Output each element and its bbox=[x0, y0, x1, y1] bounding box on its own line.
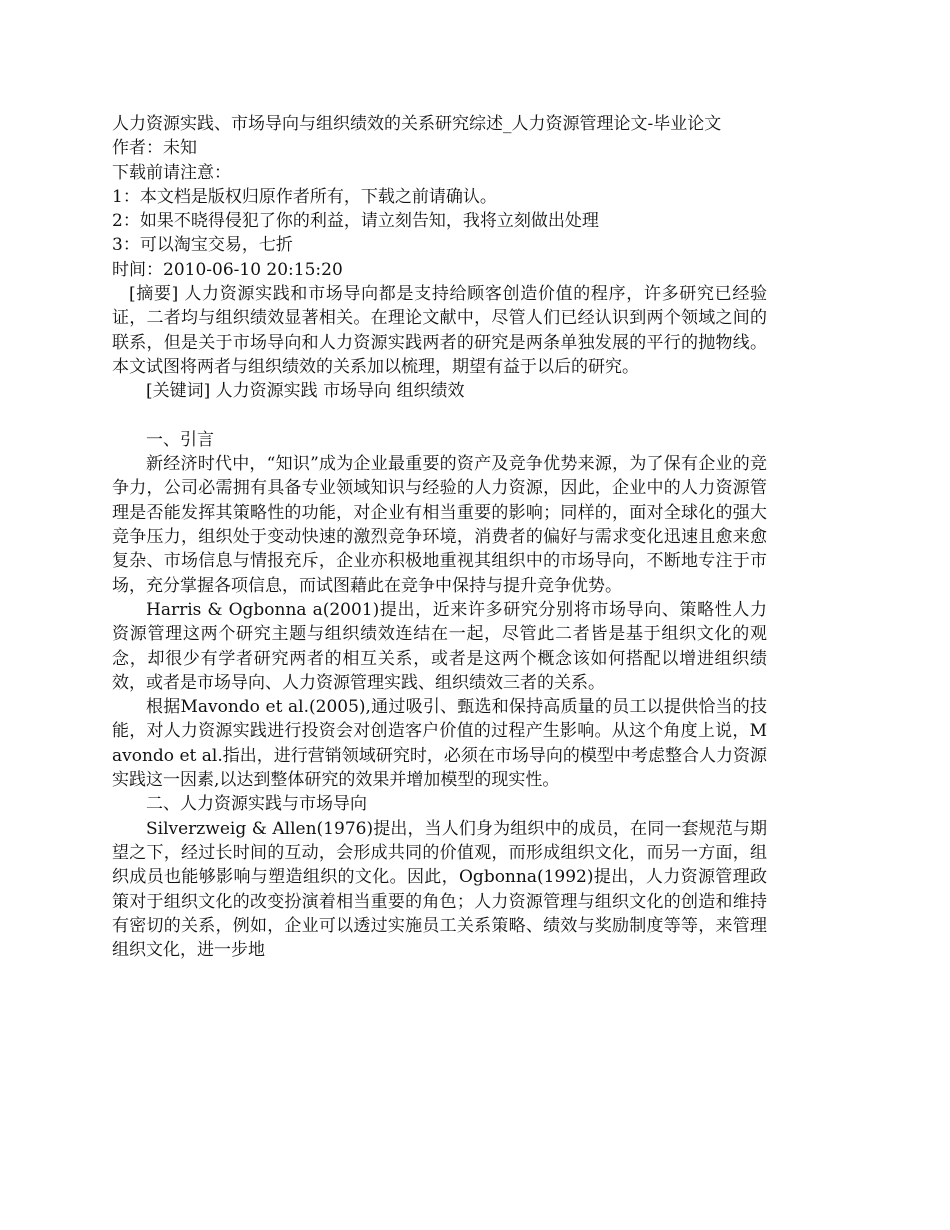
abstract-paragraph: [摘要] 人力资源实践和市场导向都是支持给顾客创造价值的程序，许多研究已经验证，二者均与组织绩效显著相关。在理论文献中，尽管人们已经认识到两个领域之间的联系，但是关于市场导向和人力资源实践两者的研究是两条单独发展的平行的抛物线。本文试图将两者与组织绩效的关系加以梳理，期望有益于以后的研究。 bbox=[112, 284, 767, 377]
notice-heading: 下载前请注意： bbox=[112, 162, 231, 183]
notice-item: 2：如果不晓得侵犯了你的利益，请立刻告知，我将立刻做出处理 bbox=[112, 211, 599, 232]
body-paragraph: Silverzweig & Allen(1976)提出，当人们身为组织中的成员，在同一套规范与期望之下，经过长时间的互动，会形成共同的价值观，而形成组织文化，而另一方面，组织成员也能够影响与塑造组织的文化。因此，Ogbonna(1992)提出，人力资源管理政策对于组织文化的改变扮演着相当重要的角色；人力资源管理与组织文化的创造和维持有密切的关系，例如，企业可以透过实施员工关系策略、绩效与奖励制度等等，来管理组织文化，进一步地 bbox=[112, 818, 767, 961]
time-line: 时间：2010-06-10 20:15:20 bbox=[112, 259, 343, 280]
author-line: 作者：未知 bbox=[112, 138, 197, 159]
body-paragraph: 根据Mavondo et al.(2005),通过吸引、甄选和保持高质量的员工以提供恰当的技能，对人力资源实践进行投资会对创造客户价值的过程产生影响。从这个角度上说，Mavondo et al.指出，进行营销领域研究时，必须在市场导向的模型中考虑整合人力资源实践这一因素,以达到整体研究的效果并增加模型的现实性。 bbox=[112, 697, 767, 791]
blank-line bbox=[112, 404, 767, 428]
section-heading: 一、引言 bbox=[146, 429, 214, 450]
section-heading: 二、人力资源实践与市场导向 bbox=[146, 794, 367, 815]
body-paragraph: 新经济时代中，“知识”成为企业最重要的资产及竞争优势来源，为了保有企业的竞争力，公司必需拥有具备专业领域知识与经验的人力资源，因此，企业中的人力资源管理是否能发挥其策略性的功能，对企业有相当重要的影响；同样的，面对全球化的强大竞争压力，组织处于变动快速的激烈竞争环境，消费者的偏好与需求变化迅速且愈来愈复杂、市场信息与情报充斥，企业亦积极地重视其组织中的市场导向，不断地专注于市场，充分掌握各项信息，而试图藉此在竞争中保持与提升竞争优势。 bbox=[112, 454, 767, 596]
document-page bbox=[112, 112, 767, 962]
keywords-line: [关键词] 人力资源实践 市场导向 组织绩效 bbox=[146, 381, 465, 402]
notice-item: 3：可以淘宝交易，七折 bbox=[112, 235, 293, 256]
body-paragraph: Harris & Ogbonna a(2001)提出，近来许多研究分别将市场导向、策略性人力资源管理这两个研究主题与组织绩效连结在一起，尽管此二者皆是基于组织文化的观念，却很少有学者研究两者的相互关系，或者是这两个概念该如何搭配以增进组织绩效，或者是市场导向、人力资源管理实践、组织绩效三者的关系。 bbox=[112, 599, 767, 693]
document-title: 人力资源实践、市场导向与组织绩效的关系研究综述_人力资源管理论文-毕业论文 bbox=[112, 114, 722, 134]
notice-item: 1：本文档是版权归原作者所有，下载之前请确认。 bbox=[112, 186, 497, 207]
